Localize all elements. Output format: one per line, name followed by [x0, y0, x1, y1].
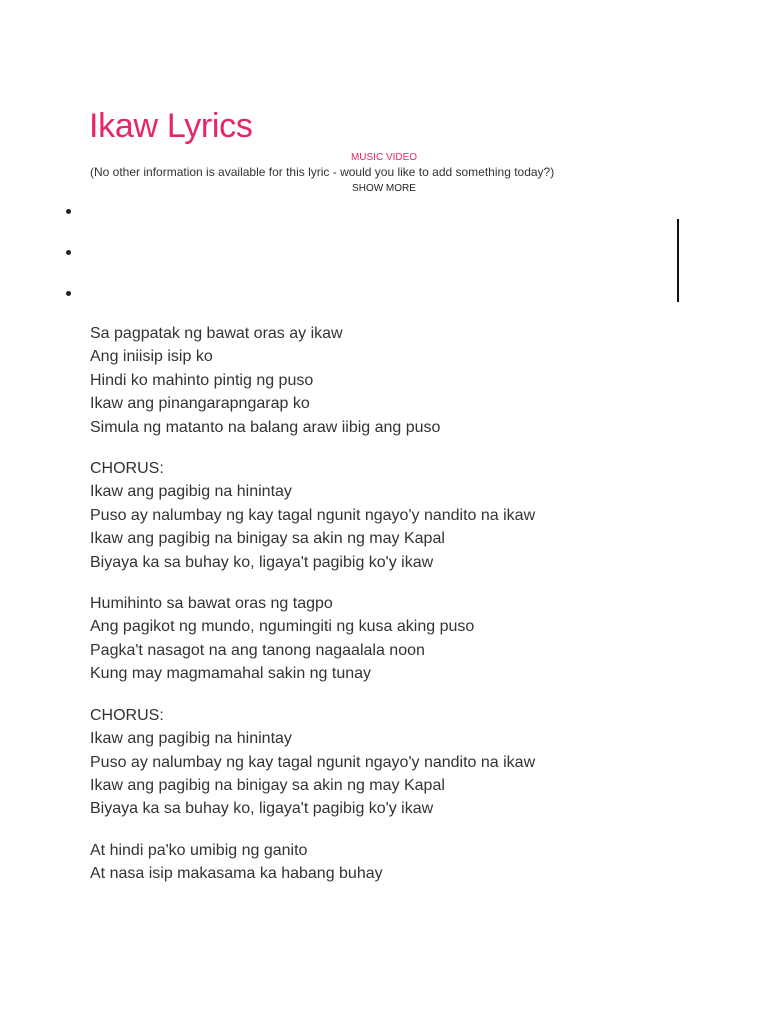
lyric-line: Biyaya ka sa buhay ko, ligaya't pagibig ko'y ikaw [90, 800, 434, 818]
lyric-line: Puso ay nalumbay ng kay tagal ngunit ngayo'y nandito na ikaw [90, 506, 536, 524]
stanza [90, 457, 690, 574]
lyric-line: Hindi ko mahinto pintig ng puso [90, 371, 314, 389]
lyric-line: Simula ng matanto na balang araw iibig ang puso [90, 418, 441, 436]
bullet-icon [66, 250, 71, 255]
list-item [62, 239, 92, 280]
stanza [90, 839, 690, 886]
page-title: Ikaw Lyrics [89, 107, 253, 145]
lyric-line: Ang iniisip isip ko [90, 348, 213, 366]
lyric-line: Humihinto sa bawat oras ng tagpo [90, 595, 333, 613]
lyric-line: CHORUS: [90, 460, 164, 478]
lyric-line: CHORUS: [90, 706, 164, 724]
info-text: (No other information is available for this lyric - would you like to add something today?) [90, 165, 555, 179]
lyrics-body [90, 322, 690, 904]
show-more-button[interactable]: SHOW MORE [352, 183, 416, 194]
lyric-line: Ikaw ang pagibig na binigay sa akin ng may Kapal [90, 776, 445, 794]
vertical-divider [677, 219, 679, 302]
lyric-line: Ikaw ang pagibig na hinintay [90, 483, 292, 501]
lyric-line: Biyaya ka sa buhay ko, ligaya't pagibig ko'y ikaw [90, 553, 434, 571]
lyric-line: Ikaw ang pagibig na hinintay [90, 730, 292, 748]
bullet-icon [66, 291, 71, 296]
stanza [90, 322, 690, 439]
lyric-line: At hindi pa'ko umibig ng ganito [90, 841, 308, 859]
lyric-line: Puso ay nalumbay ng kay tagal ngunit ngayo'y nandito na ikaw [90, 753, 536, 771]
stanza [90, 592, 690, 686]
lyric-line: Ikaw ang pinangarapngarap ko [90, 395, 310, 413]
bullet-icon [66, 209, 71, 214]
lyric-line: Pagka't nasagot na ang tanong nagaalala noon [90, 641, 425, 659]
list-item [62, 280, 92, 321]
lyric-line: Ikaw ang pagibig na binigay sa akin ng may Kapal [90, 530, 445, 548]
list-item [62, 198, 92, 239]
lyric-line: At nasa isip makasama ka habang buhay [90, 865, 383, 883]
lyric-line: Kung may magmamahal sakin ng tunay [90, 665, 372, 683]
empty-bullet-list [62, 198, 92, 321]
lyric-line: Ang pagikot ng mundo, ngumingiti ng kusa aking puso [90, 618, 475, 636]
stanza [90, 704, 690, 821]
lyric-line: Sa pagpatak ng bawat oras ay ikaw [90, 325, 343, 342]
music-video-link[interactable]: MUSIC VIDEO [350, 152, 418, 163]
